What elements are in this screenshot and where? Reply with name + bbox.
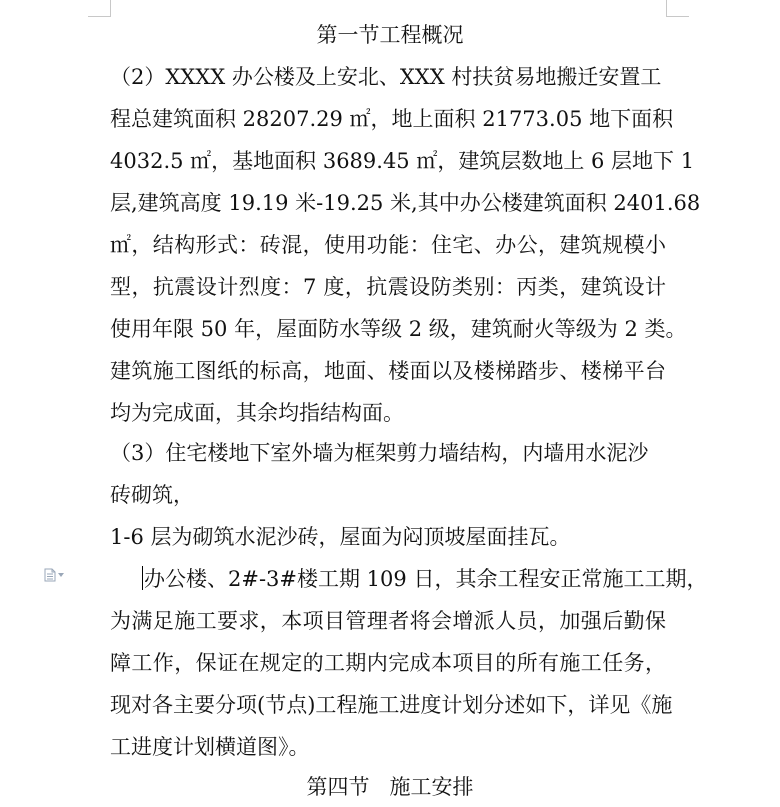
section-4-title: 第四节 施工安排 [306, 775, 474, 799]
paragraph-menu-button[interactable] [44, 566, 70, 584]
text-cursor [142, 566, 143, 590]
paragraph-5-line-2: 为满足施工要求，本项目管理者将会增派人员，加强后勤保 [110, 609, 666, 633]
paragraph-5-line-5: 工进度计划横道图》。 [110, 735, 310, 759]
paragraph-2-line-5: ㎡，结构形式：砖混，使用功能：住宅、办公，建筑规模小 [110, 233, 666, 257]
paragraph-2-line-3: 4032.5 ㎡，基地面积 3689.45 ㎡，建筑层数地上 6 层地下 1 [110, 149, 695, 173]
paragraph-2-line-7: 使用年限 50 年，屋面防水等级 2 级，建筑耐火等级为 2 类。 [110, 317, 687, 341]
paragraph-3-line-2: 砖砌筑， [110, 483, 194, 507]
paragraph-4-line-1: 1-6 层为砌筑水泥沙砖，屋面为闷顶坡屋面挂瓦。 [110, 525, 571, 549]
paragraph-2-line-8: 建筑施工图纸的标高，地面、楼面以及楼梯踏步、楼梯平台 [110, 359, 666, 383]
paragraph-5-line-1[interactable] [142, 559, 708, 599]
document-icon [44, 568, 56, 582]
chevron-down-icon [58, 573, 64, 577]
paragraph-2-line-9: 均为完成面，其余均指结构面。 [110, 401, 404, 425]
paragraph-5-line-3: 障工作，保证在规定的工期内完成本项目的所有施工任务， [110, 651, 666, 675]
section-title: 第一节工程概况 [316, 23, 464, 47]
paragraph-5-line-4: 现对各主要分项(节点)工程施工进度计划分述如下，详见《施 [110, 693, 673, 717]
paragraph-2-line-2: 程总建筑面积 28207.29 ㎡，地上面积 21773.05 地下面积 [110, 107, 674, 131]
paragraph-2-line-6: 型，抗震设计烈度：7 度，抗震设防类别：丙类，建筑设计 [110, 275, 666, 299]
paragraph-2-line-1: （2）XXXX 办公楼及上安北、XXX 村扶贫易地搬迁安置工 [110, 65, 662, 89]
paragraph-2-line-4: 层,建筑高度 19.19 米-19.25 米,其中办公楼建筑面积 2401.68 [110, 191, 701, 215]
paragraph-3-line-1: （3）住宅楼地下室外墙为框架剪力墙结构，内墙用水泥沙 [110, 441, 649, 465]
paragraph-5-line-1-text: 办公楼、2#-3#楼工期 109 日，其余工程安正常施工工期， [144, 567, 708, 591]
